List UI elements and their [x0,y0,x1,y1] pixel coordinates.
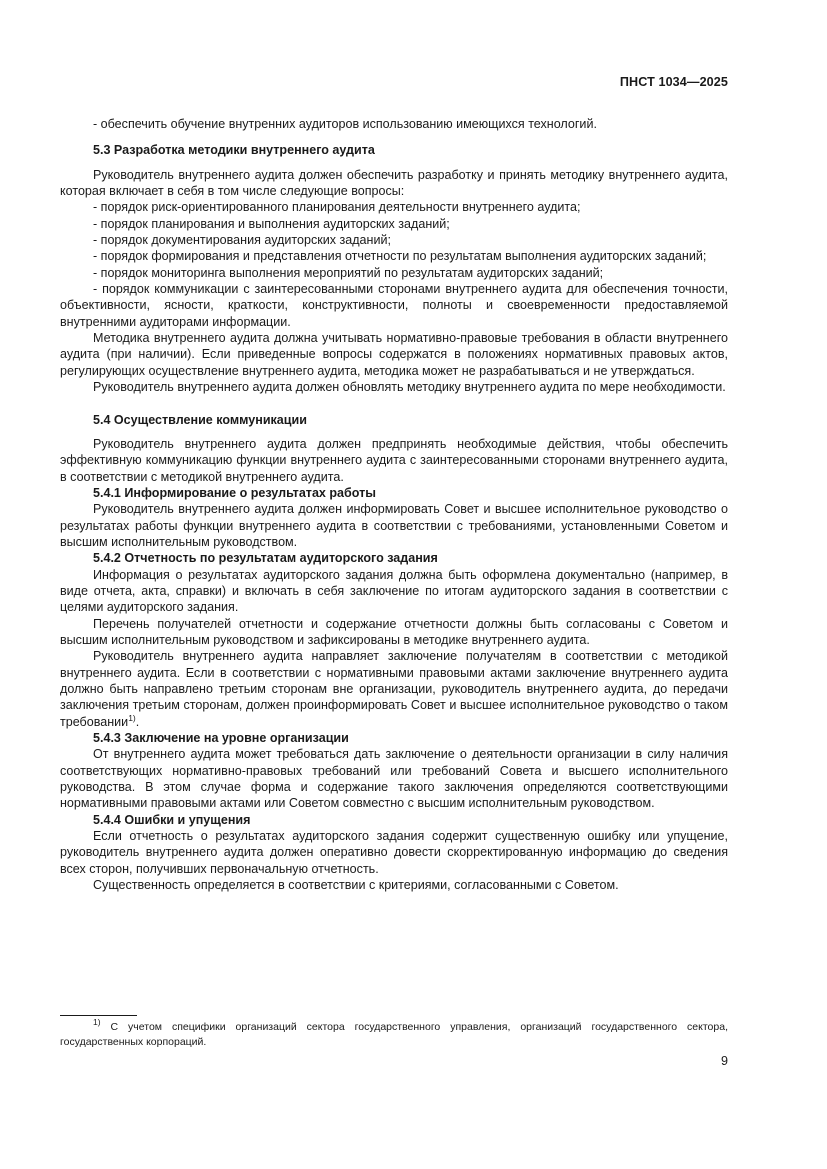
paragraph: Руководитель внутреннего аудита направляет заключение получателям в соответствии с методикой внутреннего аудита. Если в соответствии с нормативными правовыми актами заключение внутреннего аудита должно быть направлено третьим сторонам вне организации, руководитель внутреннего аудита, до передачи заключения третьим сторонам, должен проинформировать Совет и высшее исполнительное руководство о таком требовании$^{1)}$. [60,649,728,729]
paragraph-text: Руководитель внутреннего аудита направляет заключение получателям в соответствии с методикой внутреннего аудита. Если в соответствии с нормативными правовыми актами заключение внутреннего аудита должно быть направлено третьим сторонам вне организации, руководитель внутреннего аудита, до передачи заключения третьим сторонам, должен проинформировать Совет и высшее исполнительное руководство о таком требовании [60,649,728,729]
paragraph: Существенность определяется в соответствии с критериями, согласованными с Советом. [93,878,619,893]
document-code: ПНСТ 1034—2025 [619,75,728,89]
subsection-heading-5-4-3: 5.4.3 Заключение на уровне организации [93,731,349,746]
list-item: - порядок планирования и выполнения аудиторских заданий; [93,216,450,231]
paragraph: Руководитель внутреннего аудита должен информировать Совет и высшее исполнительное руководство о результатах работы функции внутреннего аудита в соответствии с требованиями, установленными Советом и высшим исполнительным руководством. [60,502,728,549]
list-item: - порядок риск-ориентированного планирования деятельности внутреннего аудита; [93,200,581,215]
list-item: - порядок мониторинга выполнения мероприятий по результатам аудиторских заданий; [93,265,604,280]
list-item: - порядок коммуникации с заинтересованными сторонами внутреннего аудита для обеспечения точности, объективности, ясности, краткости, конструктивности, полноты и своевременности предоставляемой внутренними аудиторами информации. [60,282,728,329]
paragraph: Информация о результатах аудиторского задания должна быть оформлена документально (например, в виде отчета, акта, справки) и включать в себя заключение по итогам аудиторского задания в соответствии с целями аудиторского задания. [60,567,728,615]
subsection-heading-5-4-4: 5.4.4 Ошибки и упущения [93,812,251,827]
paragraph: Руководитель внутреннего аудита должен предпринять необходимые действия, чтобы обеспечить эффективную коммуникацию функции внутреннего аудита с заинтересованными сторонами внутреннего аудита, в соответствии с методикой внутреннего аудита. [60,436,728,484]
footnote [60,1017,728,1050]
footnote-body: С учетом специфики организаций сектора государственного управления, организаций государственного сектора, государственных корпораций. [60,1021,728,1048]
subsection-heading-5-4-1: 5.4.1 Информирование о результатах работы [93,485,376,500]
paragraph: Руководитель внутреннего аудита должен обеспечить разработку и принять методику внутреннего аудита, которая включает в себя в том числе следующие вопросы: [60,167,728,199]
list-item: - обеспечить обучение внутренних аудиторов использованию имеющихся технологий. [93,117,597,131]
list-item: - порядок формирования и представления отчетности по результатам выполнения аудиторских заданий; [93,249,707,264]
footnote-text [60,1017,728,1050]
paragraph: Перечень получателей отчетности и содержание отчетности должны быть согласованы с Советом и высшим исполнительным руководством и зафиксированы в методике внутреннего аудита. [60,616,728,647]
section-heading-5-4: 5.4 Осуществление коммуникации [93,412,307,427]
paragraph: От внутреннего аудита может требоваться дать заключение о деятельности организации в силу наличия соответствующих нормативно-правовых требований или требований Совета и высшего исполнительного руководства. В этом случае форма и содержание такого заключения определяются соответствующими нормативными правовыми актами или Советом совместно с высшим исполнительным руководством. [60,747,728,811]
section-heading-5-3: 5.3 Разработка методики внутреннего аудита [93,143,375,158]
footnote-separator [60,1015,137,1016]
page-body [60,116,728,893]
subsection-heading-5-4-2: 5.4.2 Отчетность по результатам аудиторского задания [93,551,438,566]
list-item: - порядок документирования аудиторских заданий; [93,233,391,248]
page-number: 9 [720,1054,728,1068]
footnote-marker: 1) [93,1017,101,1027]
paragraph: Методика внутреннего аудита должна учитывать нормативно-правовые требования в области внутреннего аудита (при наличии). Если приведенные вопросы содержатся в положениях нормативных правовых актов, регулирующих осуществление внутреннего аудита, методика может не разрабатываться и не утверждаться. [60,331,728,378]
footnote-reference: 1) [128,712,136,723]
paragraph: Руководитель внутреннего аудита должен обновлять методику внутреннего аудита по мере необходимости. [93,380,726,395]
paragraph: Если отчетность о результатах аудиторского задания содержит существенную ошибку или упущение, руководитель внутреннего аудита должен оперативно довести скорректированную информацию до сведения всех сторон, получивших первоначальную отчетность. [60,829,728,876]
